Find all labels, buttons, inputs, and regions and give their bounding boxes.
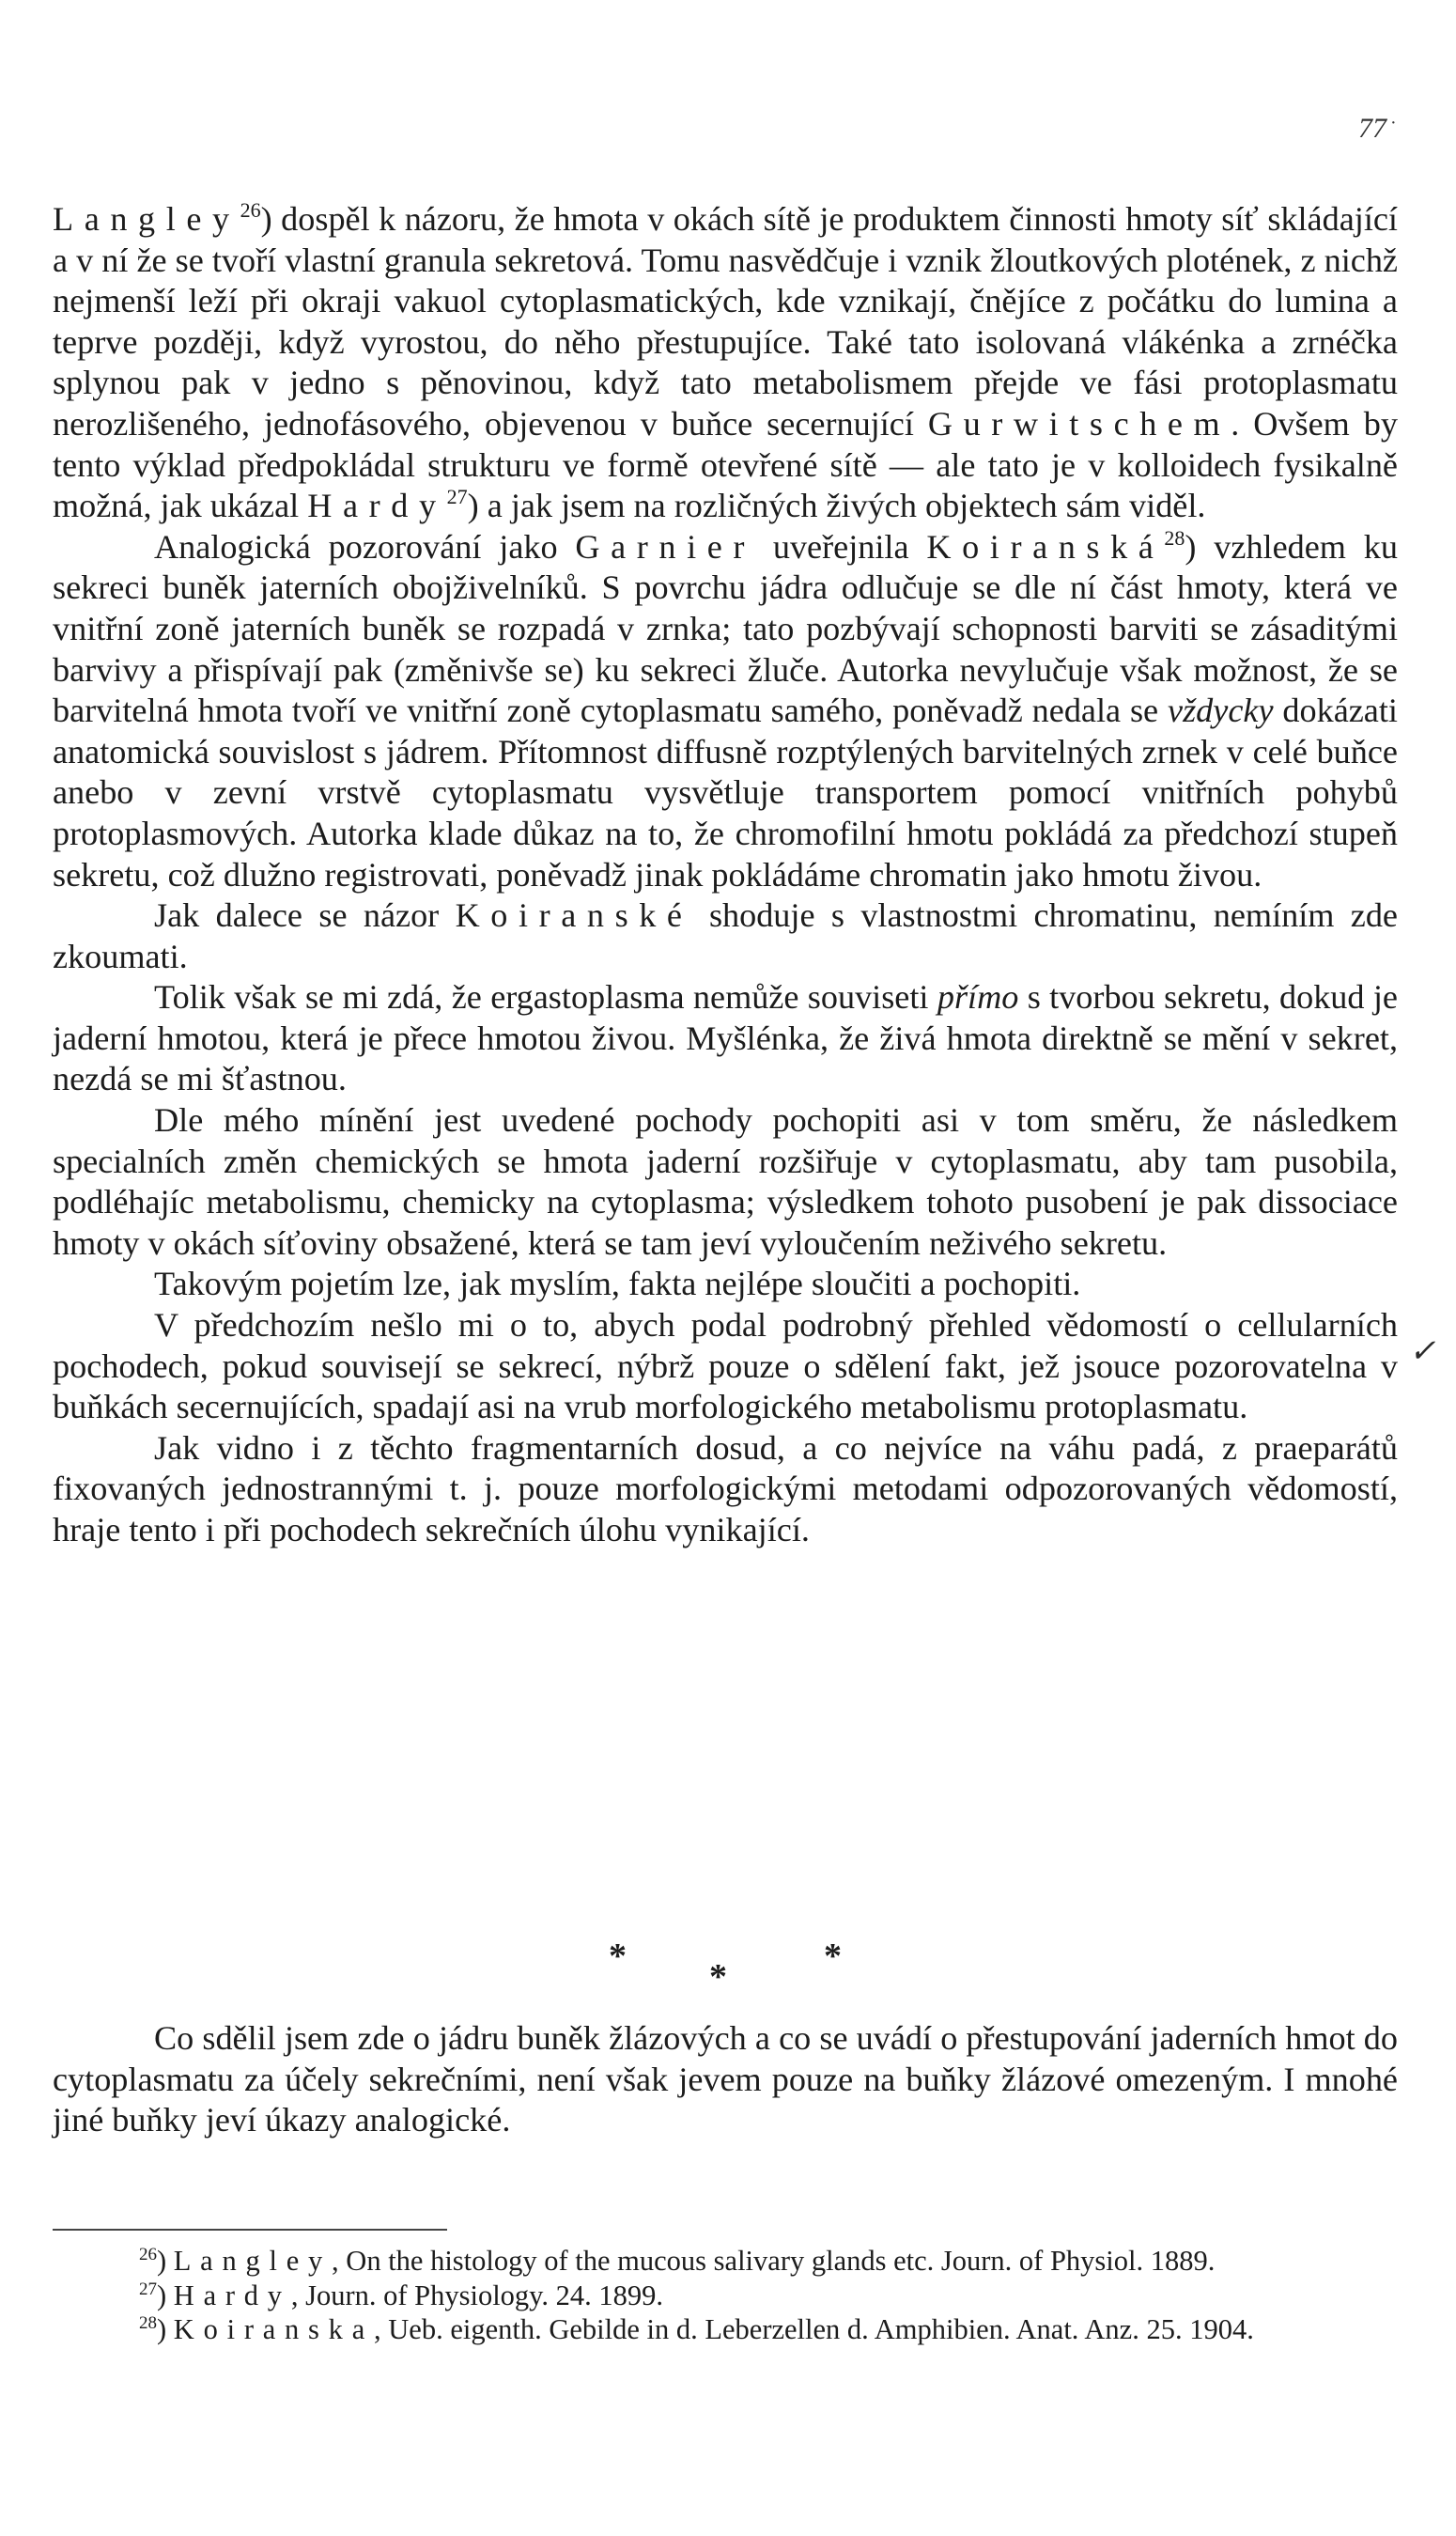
- paragraph-opinion: Dle mého mínění jest uvedené pochody pochopiti asi v tom směru, že následkem specialních změn chemických se hmota jaderní rozšiřuje v cytoplasmatu, aby tam pusobila, podléhajíc metabolismu, chemicky na cytoplasma; výsledkem tohoto pusobení je pak dissociace hmoty v okách síťoviny obsažené, která se tam jeví vyloučením neživého sekretu.: [53, 1101, 1398, 1262]
- section-separator: [0, 1936, 1456, 2001]
- author-name: Koiranské: [455, 896, 693, 935]
- footnote-paren: ): [157, 2245, 174, 2277]
- paragraph-text: Jak dalece se názor: [154, 896, 456, 935]
- footnote-paren: ): [157, 2313, 174, 2346]
- paragraph-text: . Ovšem by tento výklad předpokládal strukturu ve formě otevřené sítě — ale tato je v kolloidech fysikalně možná, jak ukázal: [53, 404, 1398, 525]
- author-name: Langley: [53, 200, 240, 238]
- paragraph-text: ) vzhledem ku sekreci buněk jaterních obojživelníků. S povrchu jádra odlučuje se dle ní část hmoty, která ve vnitřní zoně jaterních buněk se rozpadá v zrnka; tato pozbývají schopnosti barviti se zásaditými barvivy a přispívají pak (změnivše se) ku sekreci žluče. Autorka nevylučuje však možnost, že se barvitelná hmota tvoří ve vnitřní zoně cytoplasmatu samého, poněvadž nedala se: [53, 527, 1398, 730]
- footnote-ref: 28: [1164, 525, 1185, 550]
- footnote-text: , Ueb. eigenth. Gebilde in d. Leberzellen d. Amphibien. Anat. Anz. 25. 1904.: [374, 2313, 1254, 2346]
- footnote-ref: 26: [240, 198, 261, 222]
- paragraph-text: s tvorbou sekretu, dokud je jaderní hmotou, která je přece hmotou živou. Myšlénka, že živá hmota direktně se mění v sekret, nezdá se mi šťastnou.: [53, 978, 1398, 1098]
- paragraph-conception: Takovým pojetím lze, jak myslím, fakta nejlépe sloučiti a pochopiti.: [154, 1265, 1081, 1303]
- page-corner-mark: ·: [1390, 113, 1397, 133]
- footnote-number: 26: [139, 2245, 157, 2264]
- separator-star: *: [709, 1957, 727, 1997]
- footnote-number: 27: [139, 2279, 157, 2299]
- emphasis: přímo: [937, 978, 1019, 1017]
- footnote-text: , Journ. of Physiology. 24. 1899.: [290, 2279, 664, 2311]
- emphasis: vždycky: [1168, 692, 1274, 730]
- footnotes: [53, 2244, 1398, 2347]
- footnote-text: , On the histology of the mucous salivary glands etc. Journ. of Physiol. 1889.: [332, 2245, 1216, 2277]
- footnote-author: Hardy: [173, 2279, 291, 2311]
- paragraph-langley: [53, 199, 1398, 527]
- footnote-divider: [53, 2229, 447, 2231]
- footnote-author: Langley: [173, 2245, 333, 2277]
- footnote-paren: ): [157, 2279, 174, 2311]
- closing-text: [53, 2018, 1398, 2141]
- separator-star: *: [609, 1937, 627, 1976]
- main-text: [53, 199, 1398, 1551]
- separator-star: *: [824, 1937, 842, 1976]
- footnote-author: Koiranska: [173, 2313, 374, 2346]
- footnote: [53, 2312, 1398, 2347]
- paragraph-text: dokázati anatomická souvislost s jádrem. Přítomnost diffusně rozptýlených barvitelných zrnek v celé buňce anebo v zevní vrstvě cytoplasmatu vysvětluje transportem pomocí vnitřních pohybů protoplasmových. Autorka klade důkaz na to, že chromofilní hmotu pokládá za předchozí stupeň sekretu, což dlužno registrovati, poněvadž jinak pokládáme chromatin jako hmotu živou.: [53, 692, 1398, 894]
- paragraph-text: ) dospěl k názoru, že hmota v okách sítě je produktem činnosti hmoty síť skládající a v ní že se tvoří vlastní granula sekretová. Tomu nasvědčuje i vznik žloutkových plotének, z nichž nejmenší leží při okraji vakuol cytoplasmatických, kde vznikají, čnějíce z počátku do lumina a teprve později, když vyrostou, do něho přestupujíce. Také tato isolovaná vlákénka a zrnéčka splynou pak v jedno s pěnovinou, když tato metabolismem přejde ve fási protoplasmatu nerozlišeného, jednofásového, objevenou v buňce secernující: [53, 200, 1398, 443]
- paragraph-overview: V předchozím nešlo mi o to, abych podal podrobný přehled vědomostí o cellularních pochodech, pokud souvisejí se sekrecí, nýbrž pouze o sdělení fakt, jež jsouce pozorovatelna v buňkách secernujících, spadají asi na vrub morfologického metabolismu protoplasmatu.: [53, 1306, 1398, 1426]
- author-name: Gurwitschem: [927, 404, 1231, 443]
- paragraph-text: uveřejnila: [755, 527, 927, 566]
- paragraph-chromatin: [53, 895, 1398, 977]
- paragraph-closing: Co sdělil jsem zde o jádru buněk žlázových a co se uvádí o přestupování jaderních hmot do cytoplasmatu za účely sekrečními, není však jevem pouze na buňky žlázové omezeným. I mnohé jiné buňky jeví úkazy analogické.: [53, 2019, 1398, 2139]
- footnote: [53, 2279, 1398, 2313]
- page-number: [1358, 113, 1397, 145]
- paragraph-methods: Jak vidno i z těchto fragmentarních dosud, a co nejvíce na váhu padá, z praeparátů fixovaných jednostrannými t. j. pouze morfologickými metodami odpozorovaných vědomostí, hraje tento i při pochodech sekrečních úlohu vynikající.: [53, 1428, 1398, 1548]
- paragraph-text: Tolik však se mi zdá, že ergastoplasma nemůže souviseti: [154, 978, 937, 1017]
- paragraph-koiranska: [53, 527, 1398, 895]
- author-name: Koiranská: [926, 527, 1165, 566]
- page-number-value: 77: [1358, 113, 1386, 144]
- footnote-ref: 27: [446, 485, 468, 509]
- author-name: Garnier: [575, 527, 756, 566]
- paragraph-text: shoduje s vlastnostmi chromatinu, nemíním zde zkoumati.: [53, 896, 1398, 975]
- paragraph-ergastoplasma: [53, 977, 1398, 1100]
- author-name: Hardy: [307, 487, 447, 525]
- margin-check-mark: ✓: [1409, 1334, 1436, 1369]
- footnote-number: 28: [139, 2313, 157, 2334]
- paragraph-text: Analogická pozorování jako: [154, 527, 576, 566]
- paragraph-text: ) a jak jsem na rozličných živých objektech sám viděl.: [467, 487, 1206, 525]
- footnote: [53, 2244, 1398, 2279]
